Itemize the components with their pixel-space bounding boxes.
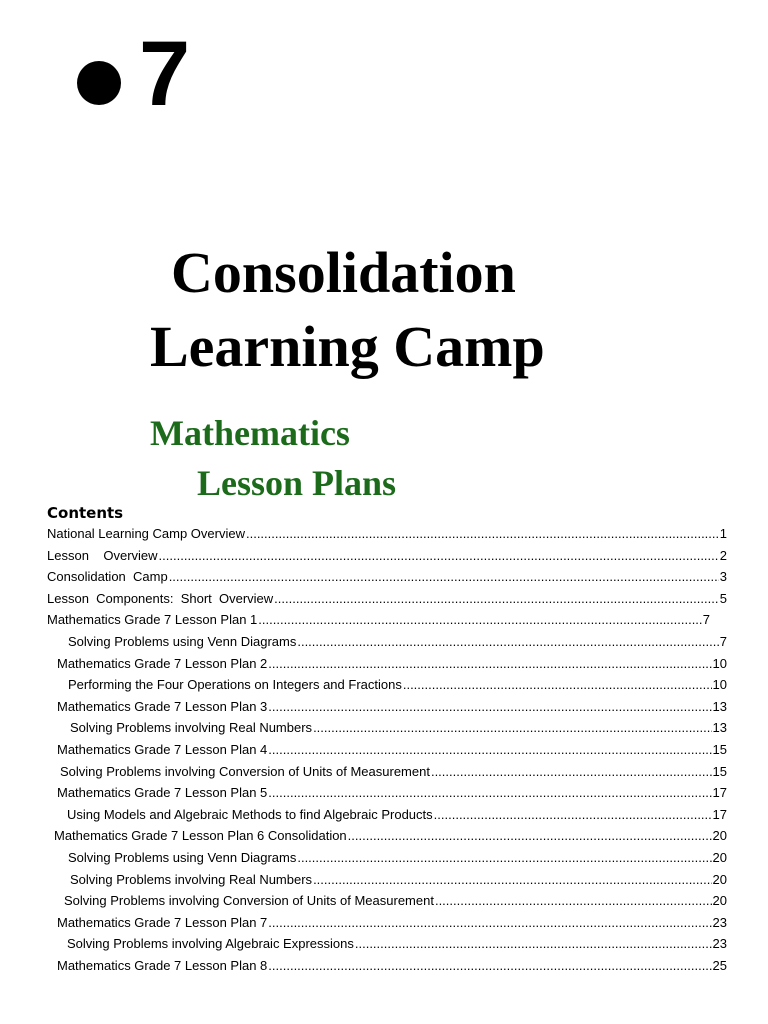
toc-leader [268,656,711,671]
toc-entry-label: Mathematics Grade 7 Lesson Plan 4 [57,741,268,757]
toc-entry-page: 2 [719,547,727,563]
toc-leader [434,807,712,822]
toc-entry-page: 20 [712,849,727,865]
toc-entry[interactable] [47,958,727,980]
toc-entry-label: Solving Problems involving Conversion of Units of Measurement [64,893,434,909]
toc-entry-label: Mathematics Grade 7 Lesson Plan 1 [47,612,258,628]
toc-leader [313,872,711,887]
toc-entry[interactable] [47,612,727,634]
toc-entry[interactable] [47,807,727,829]
toc-leader [313,720,711,735]
toc-entry-label: Using Models and Algebraic Methods to find Algebraic Products [67,806,433,822]
toc-entry-page: 10 [712,655,727,671]
toc-leader [268,785,711,800]
toc-entry-page: 17 [712,806,727,822]
toc-entry-page: 7 [719,633,727,649]
toc-entry[interactable] [47,915,727,937]
toc-entry-label: Mathematics Grade 7 Lesson Plan 6 Consolidation [54,828,347,844]
toc-entry-label: Mathematics Grade 7 Lesson Plan 5 [57,785,268,801]
toc-entry[interactable] [47,656,727,678]
title-line-1: Consolidation [171,240,516,305]
toc-entry-label: Solving Problems using Venn Diagrams [68,633,297,649]
toc-entry[interactable] [47,677,727,699]
toc-entry-page: 5 [719,590,727,606]
table-of-contents [47,502,727,979]
toc-entry[interactable] [47,893,727,915]
toc-entry-page: 25 [712,957,727,973]
document-subtitle [0,408,768,508]
toc-entry[interactable] [47,872,727,894]
document-title [0,236,768,384]
toc-entry[interactable] [47,526,727,548]
toc-entry-label: Mathematics Grade 7 Lesson Plan 2 [57,655,268,671]
toc-entry-page: 23 [712,914,727,930]
toc-heading: Contents [47,504,124,522]
toc-entry[interactable] [47,936,727,958]
toc-entry-page: 17 [712,785,727,801]
toc-leader [355,936,712,951]
toc-leader [403,677,712,692]
toc-entry[interactable] [47,764,727,786]
toc-entry[interactable] [47,828,727,850]
toc-entry-page: 20 [712,893,727,909]
subtitle-line-1: Mathematics [150,413,350,453]
toc-entry-label: Lesson Overview [47,547,158,563]
toc-entry[interactable] [47,850,727,872]
toc-entry-label: Solving Problems involving Conversion of Units of Measurement [60,763,430,779]
toc-entry-page: 15 [712,763,727,779]
toc-leader [268,742,711,757]
grade-number: 7 [139,23,191,125]
toc-entry-label: Mathematics Grade 7 Lesson Plan 3 [57,698,268,714]
toc-entry-page: 20 [712,828,727,844]
toc-entry[interactable] [47,720,727,742]
toc-leader [435,893,712,908]
toc-entry[interactable] [47,742,727,764]
subtitle-line-2: Lesson Plans [197,463,397,503]
toc-leader [348,828,712,843]
toc-leader [274,591,719,606]
toc-entry-label: Solving Problems using Venn Diagrams [68,849,297,865]
toc-leader [268,915,711,930]
toc-leader [246,526,719,541]
toc-entry-label: Mathematics Grade 7 Lesson Plan 8 [57,957,268,973]
toc-leader [258,612,701,627]
toc-entry-page: 15 [712,741,727,757]
toc-leader [268,699,711,714]
toc-leader [159,548,719,563]
toc-entry[interactable] [47,569,727,591]
toc-entry-label: Lesson Components: Short Overview [47,590,274,606]
toc-leader [297,850,711,865]
toc-entry[interactable] [47,634,727,656]
grade-mark [77,23,217,125]
toc-entry-label: Performing the Four Operations on Integers and Fractions [68,677,402,693]
toc-entry-page: 13 [712,720,727,736]
toc-entry-page: 20 [712,871,727,887]
toc-leader [431,764,712,779]
toc-entry-label: National Learning Camp Overview [47,526,245,541]
title-line-2: Learning Camp [150,314,545,379]
toc-entry-page: 1 [719,526,727,541]
toc-entry[interactable] [47,699,727,721]
toc-leader [169,569,719,584]
toc-entry-label: Consolidation Camp [47,569,168,585]
bullet-icon [77,61,121,105]
toc-entry-label: Mathematics Grade 7 Lesson Plan 7 [57,914,268,930]
toc-entry-page: 23 [712,936,727,952]
toc-leader [297,634,718,649]
toc-entry-page: 7 [702,612,710,628]
toc-entry-page: 10 [712,677,727,693]
toc-entry-label: Solving Problems involving Real Numbers [70,871,313,887]
toc-entry[interactable] [47,591,727,613]
toc-entry-page: 3 [719,569,727,585]
toc-entry[interactable] [47,548,727,570]
toc-entry-label: Solving Problems involving Real Numbers [70,720,313,736]
toc-entry-page: 13 [712,698,727,714]
toc-leader [268,958,711,973]
toc-entry-label: Solving Problems involving Algebraic Expressions [67,936,354,952]
toc-entry[interactable] [47,785,727,807]
